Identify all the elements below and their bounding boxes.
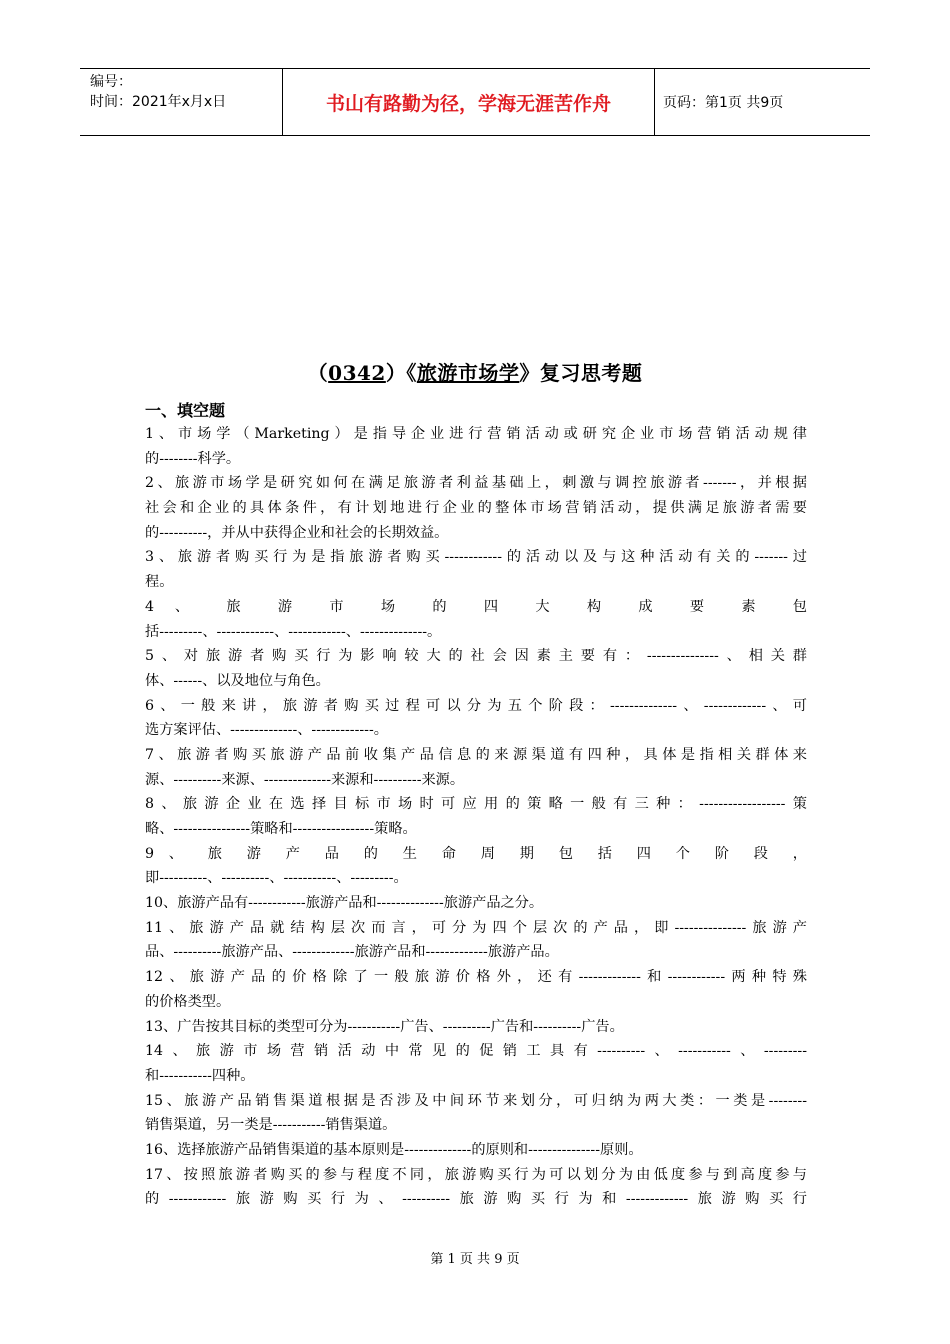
text-line: 13、广告按其目标的类型可分为-----------广告、----------广告和----------广告。	[145, 1018, 624, 1035]
document-title	[0, 357, 950, 386]
text-line: 17、按照旅游者购买的参与程度不同，旅游购买行为可以划分为由低度参与到高度参与	[145, 1166, 807, 1183]
text-line: 即----------、----------、-----------、---------。	[145, 870, 408, 887]
text-line: 体、------、以及地位与角色。	[145, 672, 330, 689]
number-label: 编号：	[90, 74, 132, 90]
text-line: 的--------科学。	[145, 450, 241, 467]
text-line: 15、旅游产品销售渠道根据是否涉及中间环节来划分，可归纳为两大类：一类是--------	[145, 1092, 807, 1109]
text-line: 销售渠道，另一类是-----------销售渠道。	[145, 1117, 397, 1134]
text-line: 6、一般来讲，旅游者购买过程可以分为五个阶段：--------------、-------------、可	[145, 697, 807, 714]
title-mid: ）《	[385, 361, 417, 385]
header-motto: 书山有路勤为径，学海无涯苦作舟	[282, 69, 655, 135]
text-line: 1、市场学（Marketing）是指导企业进行营销活动或研究企业市场营销活动规律	[145, 426, 807, 442]
title-name: 旅游市场学	[416, 361, 520, 385]
text-line: 略、----------------策略和-----------------策略。	[145, 821, 417, 837]
text-line: 的------------旅游购买行为、----------旅游购买行为和-------------旅游购买行	[145, 1191, 807, 1208]
text-line: 10、旅游产品有------------旅游产品和--------------旅游产品之分。	[145, 895, 544, 912]
text-line: 5、对旅游者购买行为影响较大的社会因素主要有：---------------、相关群	[145, 648, 807, 665]
text-line: 品、----------旅游产品、-------------旅游产品和-------------旅游产品。	[145, 944, 559, 961]
title-code: 0342	[328, 361, 386, 385]
section-heading: 一、填空题	[145, 401, 226, 420]
text-line: 7、旅游者购买旅游产品前收集产品信息的来源渠道有四种，具体是指相关群体来	[145, 746, 807, 763]
page-footer: 第 1 页 共 9 页	[430, 1252, 520, 1267]
text-line: 选方案评估、--------------、-------------。	[145, 722, 388, 739]
title-close: 》复习思考题	[519, 361, 643, 385]
text-line: 11、旅游产品就结构层次而言，可分为四个层次的产品，即---------------旅游产	[145, 919, 807, 936]
text-line: 16、选择旅游产品销售渠道的基本原则是--------------的原则和---------------原则。	[145, 1141, 643, 1158]
text-line: 12、旅游产品的价格除了一般旅游价格外，还有-------------和------------两种特殊	[145, 969, 807, 986]
text-line: 和-----------四种。	[145, 1067, 255, 1084]
text-line: 4 、 旅 游 市 场 的 四 大 构 成 要 素 包	[145, 598, 807, 615]
title-open: （	[307, 361, 329, 385]
header-meta	[80, 69, 282, 135]
text-line: 社会和企业的具体条件，有计划地进行企业的整体市场营销活动，提供满足旅游者需要	[145, 500, 807, 517]
text-line: 9 、 旅 游 产 品 的 生 命 周 期 包 括 四 个 阶 段 ，	[145, 845, 807, 862]
text-line: 2、旅游市场学是研究如何在满足旅游者利益基础上，刺激与调控旅游者-------，并根据	[145, 475, 807, 492]
text-line: 程。	[145, 574, 174, 591]
text-line: 8、旅游企业在选择目标市场时可应用的策略一般有三种：------------------策	[145, 796, 807, 813]
time-label: 时间：2021年x月x日	[90, 94, 227, 110]
text-line: 14、旅游市场营销活动中常见的促销工具有----------、-----------、---------	[145, 1043, 807, 1060]
text-line: 源、----------来源、--------------来源和----------来源。	[145, 771, 465, 788]
question-list	[145, 422, 807, 1212]
text-line: 括---------、------------、------------、--------------。	[145, 623, 442, 640]
text-line: 的价格类型。	[145, 993, 231, 1010]
text-line: 的----------，并从中获得企业和社会的长期效益。	[145, 524, 449, 541]
header-page-info: 页码：第1页 共9页	[663, 95, 784, 111]
text-line: 3、旅游者购买行为是指旅游者购买------------的活动以及与这种活动有关的-------过	[145, 549, 807, 566]
document-header	[80, 68, 870, 136]
